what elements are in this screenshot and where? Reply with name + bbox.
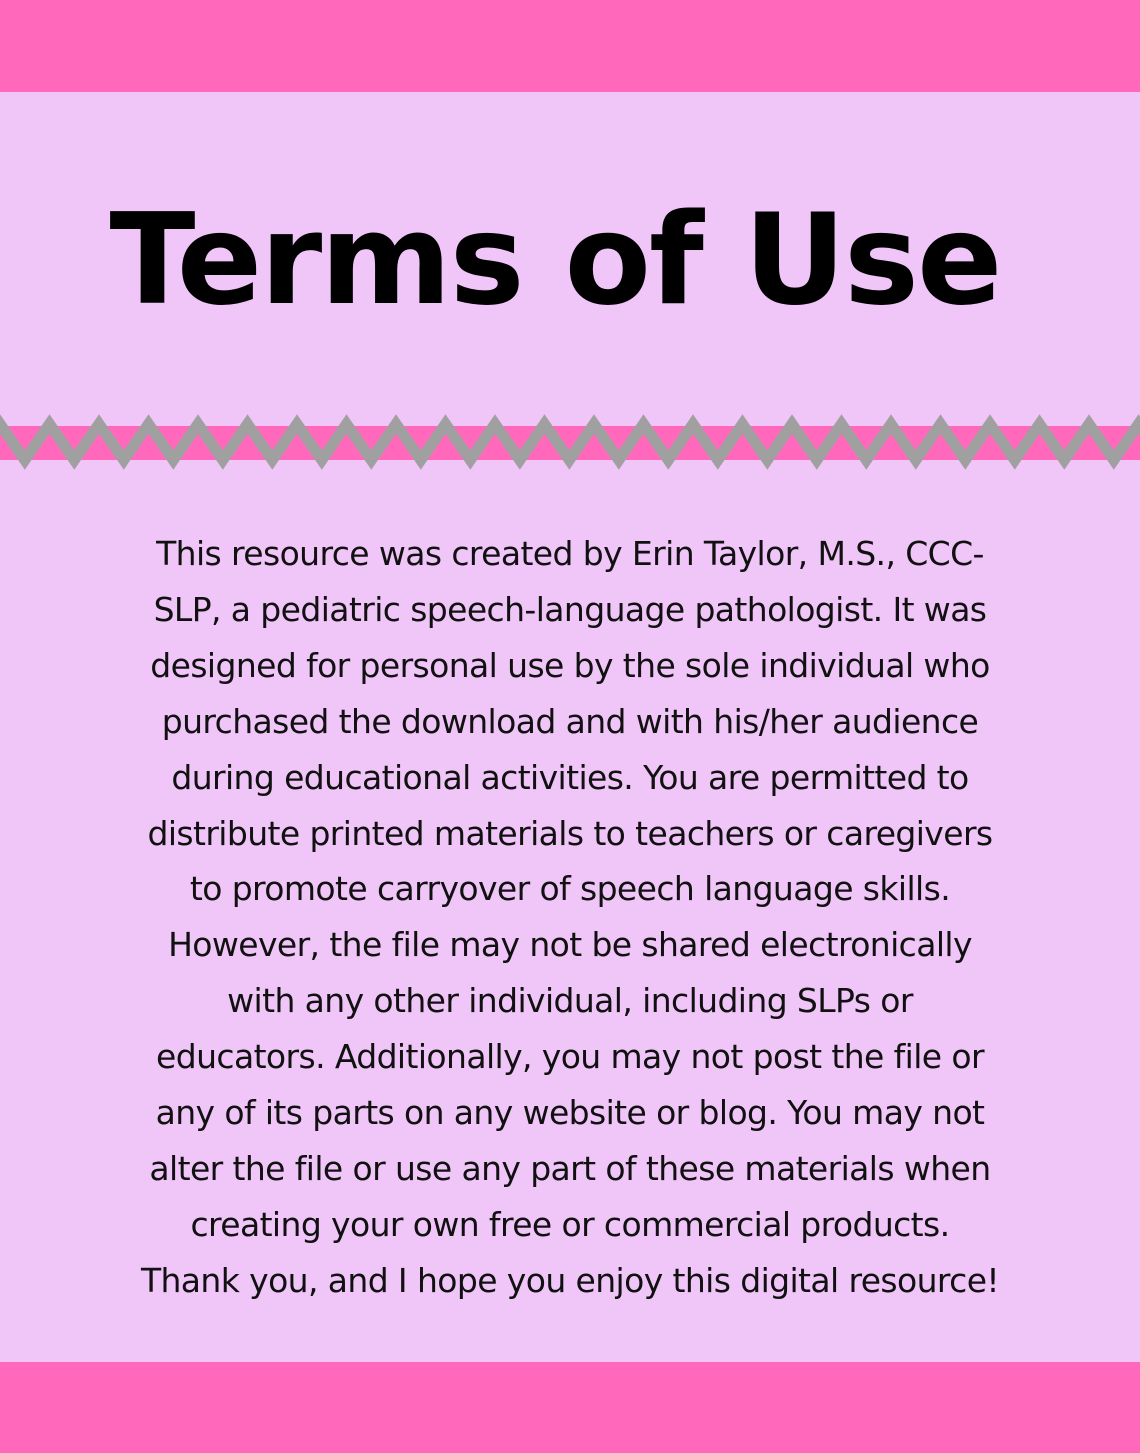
zigzag-divider bbox=[0, 410, 1140, 480]
terms-line: SLP, a pediatric speech-language pathologist. It was bbox=[153, 589, 987, 629]
terms-line: creating your own free or commercial products. bbox=[190, 1204, 950, 1244]
terms-line: This resource was created by Erin Taylor, M.S., CCC- bbox=[156, 534, 984, 573]
terms-line: to promote carryover of speech language skills. bbox=[189, 869, 951, 909]
terms-line: alter the file or use any part of these materials when bbox=[149, 1148, 991, 1188]
terms-line: educators. Additionally, you may not post the file or bbox=[156, 1037, 984, 1077]
terms-line: distribute printed materials to teachers or caregivers bbox=[147, 813, 993, 853]
terms-line: any of its parts on any website or blog. You may not bbox=[155, 1093, 985, 1133]
terms-line: during educational activities. You are permitted to bbox=[171, 757, 969, 797]
terms-line: However, the file may not be shared electronically bbox=[168, 925, 972, 965]
terms-line: with any other individual, including SLPs or bbox=[227, 981, 913, 1021]
top-pink-band bbox=[0, 0, 1140, 92]
terms-line: designed for personal use by the sole individual who bbox=[150, 645, 990, 685]
terms-line: Thank you, and I hope you enjoy this digital resource! bbox=[140, 1260, 1000, 1300]
terms-line: purchased the download and with his/her audience bbox=[161, 701, 979, 741]
page-title: Terms of Use bbox=[109, 186, 1001, 333]
bottom-pink-band bbox=[0, 1362, 1140, 1453]
terms-body bbox=[50, 526, 1090, 1309]
